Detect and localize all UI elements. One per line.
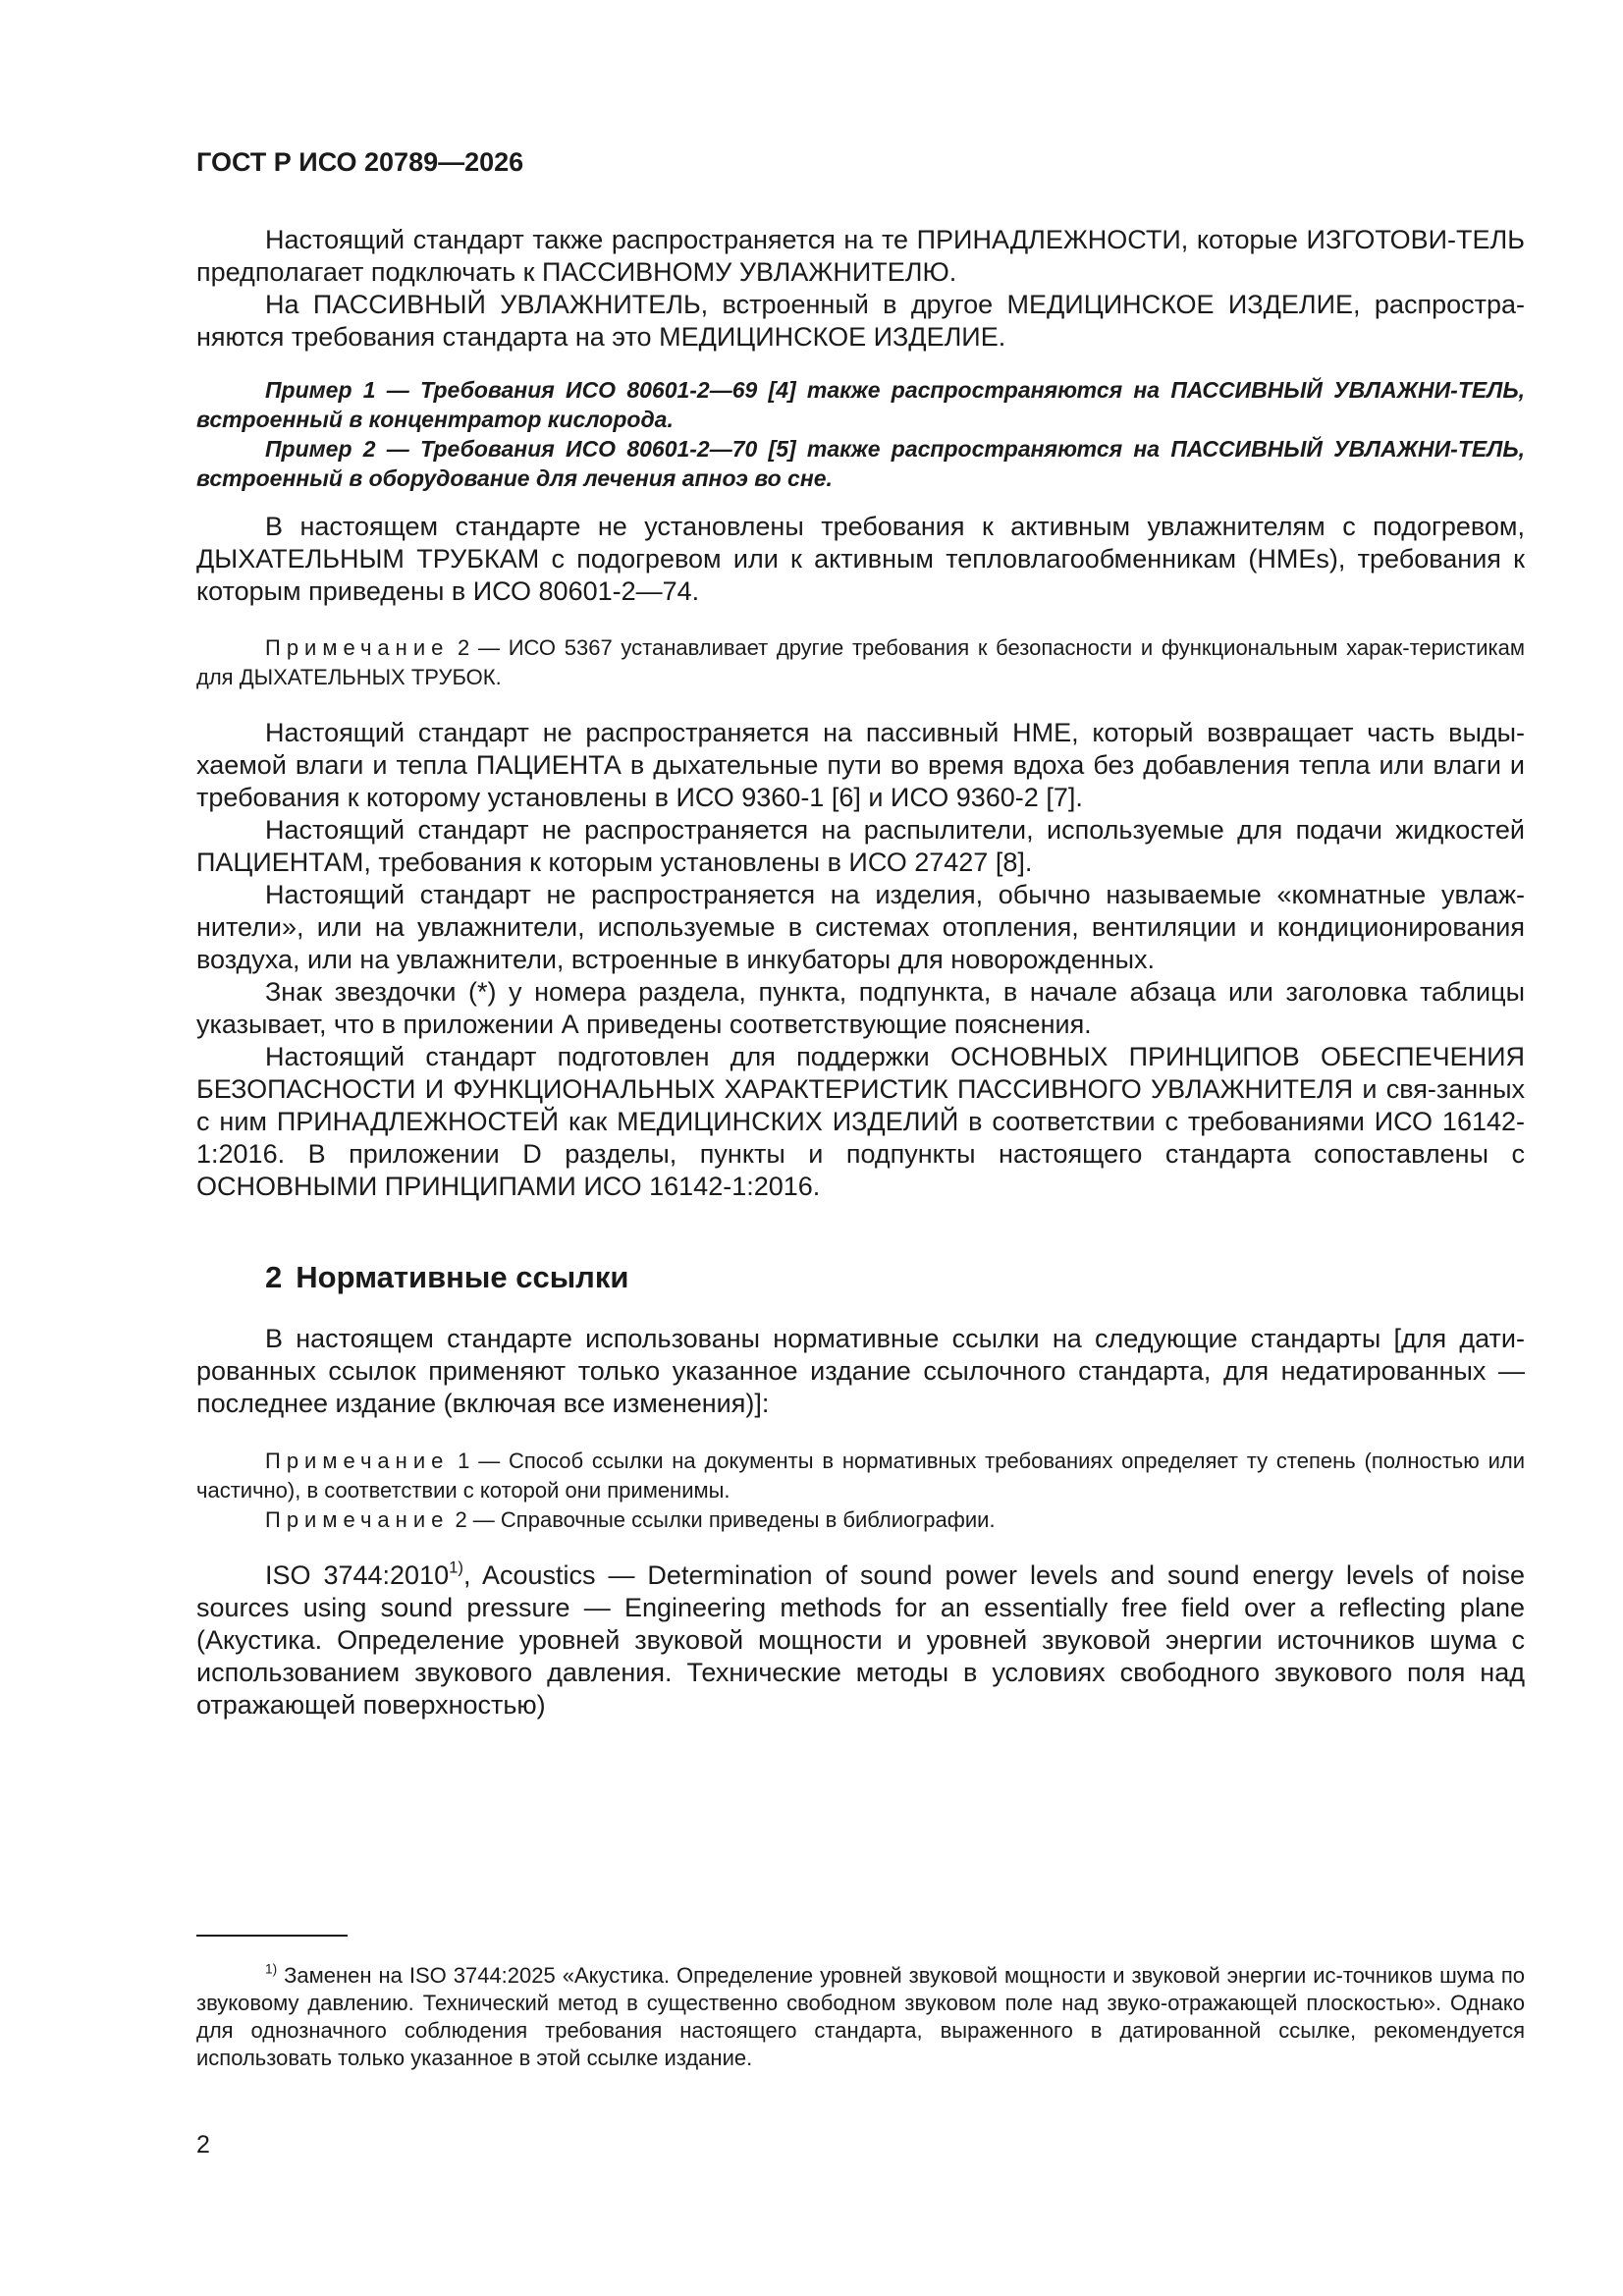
footnote-mark: 1) <box>265 1961 278 1977</box>
example-1: Пример 1 — Требования ИСО 80601-2—69 [4] также распространяются на ПАССИВНЫЙ УВЛАЖНИ-ТЕЛЬ, встроенный в концентратор кислорода. <box>196 377 1525 432</box>
page-number: 2 <box>196 2131 210 2159</box>
footnote-1 <box>196 1962 1525 2072</box>
note-text: 2 — ИСО 5367 устанавливает другие требования к безопасности и функциональным харак-теристикам для ДЫХАТЕЛЬНЫХ ТРУБОК. <box>196 635 1525 689</box>
note-2-breathing-tubes <box>196 633 1525 692</box>
section-2-intro-wrap <box>196 1323 1525 1420</box>
examples-block <box>196 375 1525 493</box>
note-text: 1 — Способ ссылки на документы в нормативных требованиях определяет ту степень (полностью или частично), в соответствии с которой они применимы. <box>196 1449 1525 1503</box>
footnote-wrap <box>196 1962 1525 2072</box>
scope-paragraphs-3 <box>196 717 1525 1203</box>
notes-block-2 <box>196 1447 1525 1535</box>
footnote-marker: 1) <box>449 1558 463 1577</box>
note-text: 2 — Справочные ссылки приведены в библиографии. <box>449 1507 996 1532</box>
paragraph-room-humidifiers: Настоящий стандарт не распространяется на изделия, обычно называемые «комнатные увлаж-нители», или на увлажнители, используемые в системах отопления, вентиляции и кондиционирования воздуха, или на увлажнители, встроенные в инкубаторы для новорожденных. <box>196 880 1525 974</box>
section-heading <box>196 1260 1525 1295</box>
scope-paragraphs-1 <box>196 224 1525 354</box>
reference-code: ISO 3744:2010 <box>265 1560 450 1590</box>
document-header: ГОСТ Р ИСО 20789—2026 <box>196 147 524 177</box>
footnote-text: Заменен на ISO 3744:2025 «Акустика. Определение уровней звуковой мощности и звуковой энергии ис-точников шума по звуковому давлению. Технический метод в существенно свободном звуковом поле над звуко-отражающей плоскостью». Однако для однозначного соблюдения требования настоящего стандарта, выраженного в датированной ссылке, рекомендуется использовать только указанное в этой ссылке издание. <box>196 1963 1525 2070</box>
note-2-bibliography <box>196 1505 1525 1535</box>
section-number: 2 <box>265 1260 283 1294</box>
normative-reference-wrap <box>196 1559 1525 1722</box>
note-1-reference-method <box>196 1447 1525 1505</box>
note-label: Примечание <box>265 1449 450 1473</box>
paragraph-active-humidifiers: В настоящем стандарте не установлены требования к активным увлажнителям с подогревом, ДЫХАТЕЛЬНЫМ ТРУБКАМ с подогревом или к активным тепловлагообменникам (HMEs), требования к которым приведены в ИСО 80601-2—74. <box>196 512 1525 606</box>
normative-reference-iso-3744 <box>196 1559 1525 1722</box>
note-block-a <box>196 633 1525 692</box>
reference-title: , Acoustics — Determination of sound power levels and sound energy levels of noise sources using sound pressure — Engineering methods for an essentially free field over a reflecting plane (Акустика. Определение уровней звуковой мощности и уровней звуковой энергии источников шума с использованием звукового давления. Технические методы в условиях свободного звукового поля над отражающей поверхностью) <box>196 1560 1525 1720</box>
paragraph-essential-principles: Настоящий стандарт подготовлен для поддержки ОСНОВНЫХ ПРИНЦИПОВ ОБЕСПЕЧЕНИЯ БЕЗОПАСНОСТИ И ФУНКЦИОНАЛЬНЫХ ХАРАКТЕРИСТИК ПАССИВНОГО УВЛАЖНИТЕЛЯ и свя-занных с ним ПРИНАДЛЕЖНОСТЕЙ как МЕДИЦИНСКИХ ИЗДЕЛИЙ в соответствии с требованиями ИСО 16142-1:2016. В приложении D разделы, пункты и подпункты настоящего стандарта сопоставлены с ОСНОВНЫМИ ПРИНЦИПАМИ ИСО 16142-1:2016. <box>196 1042 1525 1201</box>
note-label: Примечание <box>265 1507 450 1532</box>
scope-paragraphs-2 <box>196 511 1525 608</box>
paragraph-nebulizers: Настоящий стандарт не распространяется на распылители, используемые для подачи жидкостей ПАЦИЕНТАМ, требования к которым установлены в ИСО 27427 [8]. <box>196 815 1525 877</box>
paragraph-accessories: Настоящий стандарт также распространяется на те ПРИНАДЛЕЖНОСТИ, которые ИЗГОТОВИ-ТЕЛЬ предполагает подключать к ПАССИВНОМУ УВЛАЖНИТЕЛЮ. <box>196 225 1525 287</box>
section-title: Нормативные ссылки <box>296 1260 629 1294</box>
paragraph-passive-hme: Настоящий стандарт не распространяется на пассивный НМЕ, который возвращает часть выды-хаемой влаги и тепла ПАЦИЕНТА в дыхательные пути во время вдоха без добавления тепла или влаги и требования к которому установлены в ИСО 9360-1 [6] и ИСО 9360-2 [7]. <box>196 718 1525 812</box>
note-label: Примечание <box>265 635 450 660</box>
example-2: Пример 2 — Требования ИСО 80601-2—70 [5] также распространяются на ПАССИВНЫЙ УВЛАЖНИ-ТЕЛЬ, встроенный в оборудование для лечения апноэ во сне. <box>196 436 1525 491</box>
paragraph-asterisk: Знак звездочки (*) у номера раздела, пункта, подпункта, в начале абзаца или заголовка таблицы указывает, что в приложении А приведены соответствующие пояснения. <box>196 977 1525 1039</box>
section-2-heading-wrap <box>196 1260 1525 1295</box>
section-2-intro: В настоящем стандарте использованы нормативные ссылки на следующие стандарты [для дати-рованных ссылок применяют только указанное издание ссылочного стандарта, для недатированных — последнее издание (включая все изменения)]: <box>196 1324 1525 1418</box>
paragraph-embedded-humidifier: На ПАССИВНЫЙ УВЛАЖНИТЕЛЬ, встроенный в другое МЕДИЦИНСКОЕ ИЗДЕЛИЕ, распростра-няются требования стандарта на это МЕДИЦИНСКОЕ ИЗДЕЛИЕ. <box>196 290 1525 352</box>
footnote-separator <box>196 1935 348 1937</box>
